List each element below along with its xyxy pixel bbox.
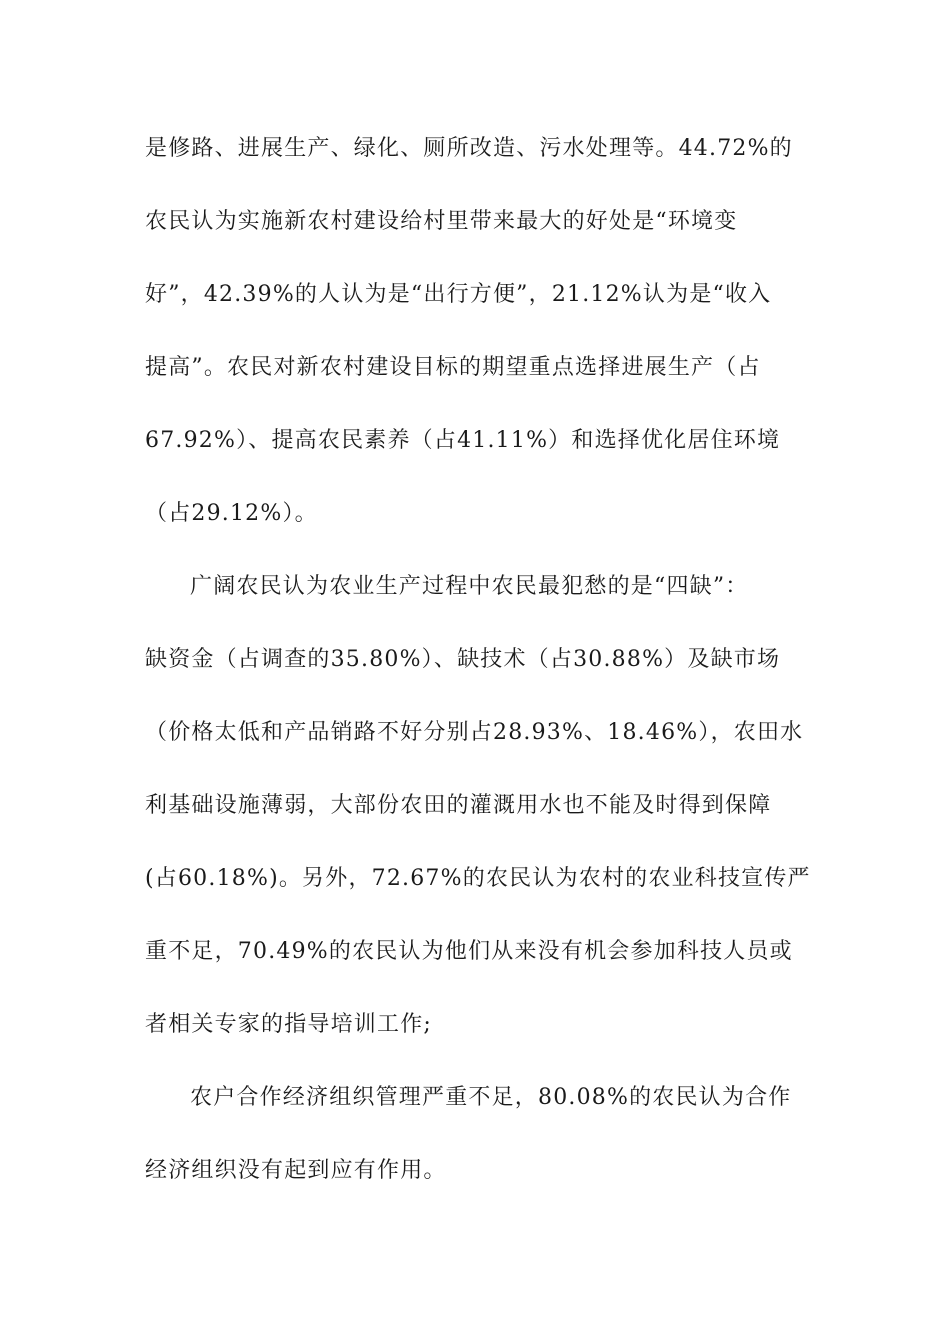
paragraph-line: 重不足，70.49%的农民认为他们从来没有机会参加科技人员或 bbox=[145, 939, 793, 964]
paragraph-line: (占60.18%)。另外，72.67%的农民认为农村的农业科技宣传严 bbox=[145, 866, 811, 891]
paragraph-line: 者相关专家的指导培训工作; bbox=[145, 1012, 433, 1037]
paragraph-line: 经济组织没有起到应有作用。 bbox=[145, 1158, 447, 1183]
paragraph-line: 好”，42.39%的人认为是“出行方便”，21.12%认为是“收入 bbox=[145, 282, 772, 307]
paragraph-line: 广阔农民认为农业生产过程中农民最犯愁的是“四缺”： bbox=[190, 574, 749, 599]
paragraph-line: （占29.12%）。 bbox=[145, 501, 318, 526]
paragraph-line: 是修路、进展生产、绿化、厕所改造、污水处理等。44.72%的 bbox=[145, 136, 793, 161]
paragraph-line: 利基础设施薄弱，大部份农田的灌溉用水也不能及时得到保障 bbox=[145, 793, 772, 818]
paragraph-line: （价格太低和产品销路不好分别占28.93%、18.46%），农田水 bbox=[145, 720, 804, 745]
paragraph-line: 农户合作经济组织管理严重不足，80.08%的农民认为合作 bbox=[190, 1085, 792, 1110]
paragraph-line: 农民认为实施新农村建设给村里带来最大的好处是“环境变 bbox=[145, 209, 738, 234]
paragraph-line: 67.92%）、提高农民素养（占41.11%）和选择优化居住环境 bbox=[145, 428, 781, 453]
paragraph-line: 缺资金（占调查的35.80%）、缺技术（占30.88%）及缺市场 bbox=[145, 647, 781, 672]
paragraph-line: 提高”。农民对新农村建设目标的期望重点选择进展生产（占 bbox=[145, 355, 761, 380]
